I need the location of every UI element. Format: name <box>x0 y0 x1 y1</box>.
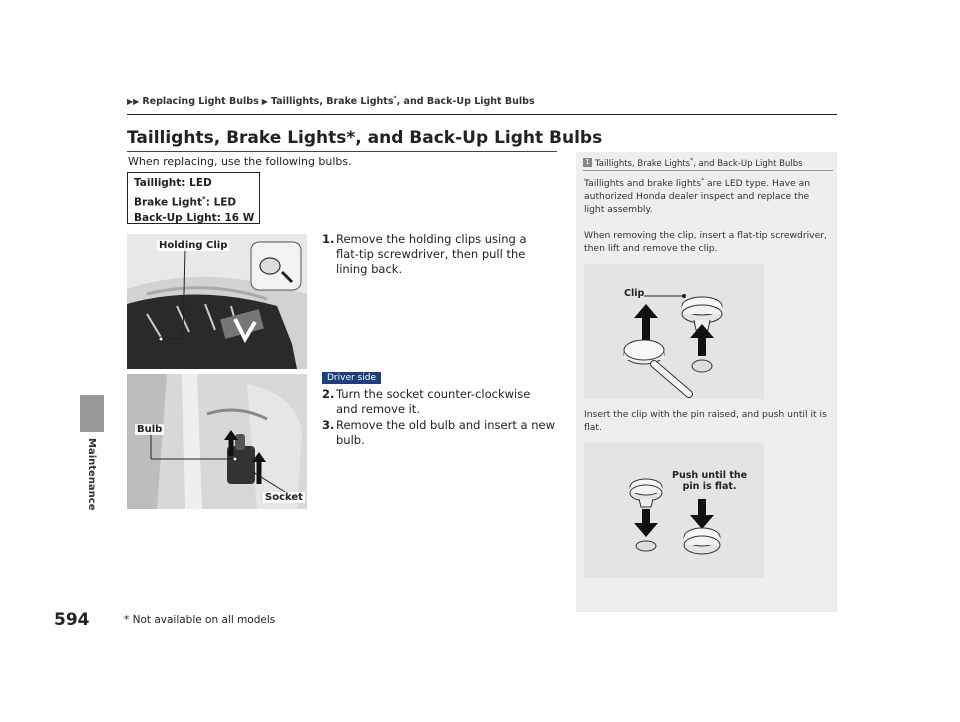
bulb-spec-box <box>127 172 260 224</box>
clip-removal-diagram <box>584 264 764 399</box>
push-until-flat-label: Push until the pin is flat. <box>672 470 748 492</box>
socket-bulb-photo <box>127 374 307 509</box>
clip-removal-illustration <box>584 264 764 399</box>
breadcrumb-item-replacing[interactable]: Replacing Light Bulbs <box>142 95 259 107</box>
note-paragraph-led: Taillights and brake lights* are LED type. Have an authorized Honda dealer inspect and replace the light assembly. <box>584 177 811 216</box>
intro-text: When replacing, use the following bulbs. <box>128 155 352 168</box>
breadcrumb-arrow-icon: ▶▶ <box>127 96 140 106</box>
driver-side-badge: Driver side <box>322 372 381 384</box>
step-1: 1. Remove the holding clips using a flat-tip screwdriver, then pull the lining back. <box>322 232 527 276</box>
holding-clip-label: Holding Clip <box>159 240 228 251</box>
breadcrumb-item-taillights[interactable]: Taillights, Brake Lights*, and Back-Up Light Bulbs <box>270 95 535 108</box>
note-icon: 1 <box>583 158 592 167</box>
note-heading <box>583 157 803 169</box>
note-rule <box>583 170 833 171</box>
breadcrumb <box>127 95 535 107</box>
footnote: * Not available on all models <box>124 614 276 626</box>
socket-label: Socket <box>265 492 303 503</box>
step-3: 3. Remove the old bulb and insert a new bulb. <box>322 418 555 447</box>
trunk-lining-illustration <box>127 234 307 369</box>
bulb-label: Bulb <box>137 424 163 435</box>
page-number: 594 <box>54 610 90 630</box>
clip-insert-illustration <box>584 443 764 578</box>
section-label: Maintenance <box>86 438 97 511</box>
backup-light-spec: Back-Up Light: 16 W <box>134 211 255 224</box>
breadcrumb-arrow-icon: ▶ <box>261 96 268 106</box>
header-rule <box>127 114 837 115</box>
clip-insert-diagram <box>584 443 764 578</box>
holding-clip-photo <box>127 234 307 369</box>
step-2: 2. Turn the socket counter-clockwise and remove it. <box>322 387 531 416</box>
note-paragraph-clip-removal: When removing the clip, insert a flat-tip screwdriver, then lift and remove the clip. <box>584 230 827 254</box>
note-heading-text: Taillights, Brake Lights*, and Back-Up Light Bulbs <box>595 157 803 169</box>
section-tab-marker <box>80 395 104 432</box>
clip-label: Clip <box>624 288 645 299</box>
taillight-spec: Taillight: LED <box>134 177 212 189</box>
title-rule <box>127 151 557 152</box>
taillight-housing-illustration <box>127 374 307 509</box>
brake-light-spec: Brake Light*: LED <box>134 194 237 208</box>
note-paragraph-clip-insert: Insert the clip with the pin raised, and push until it is flat. <box>584 409 827 433</box>
page-title: Taillights, Brake Lights*, and Back-Up Light Bulbs <box>127 128 603 148</box>
